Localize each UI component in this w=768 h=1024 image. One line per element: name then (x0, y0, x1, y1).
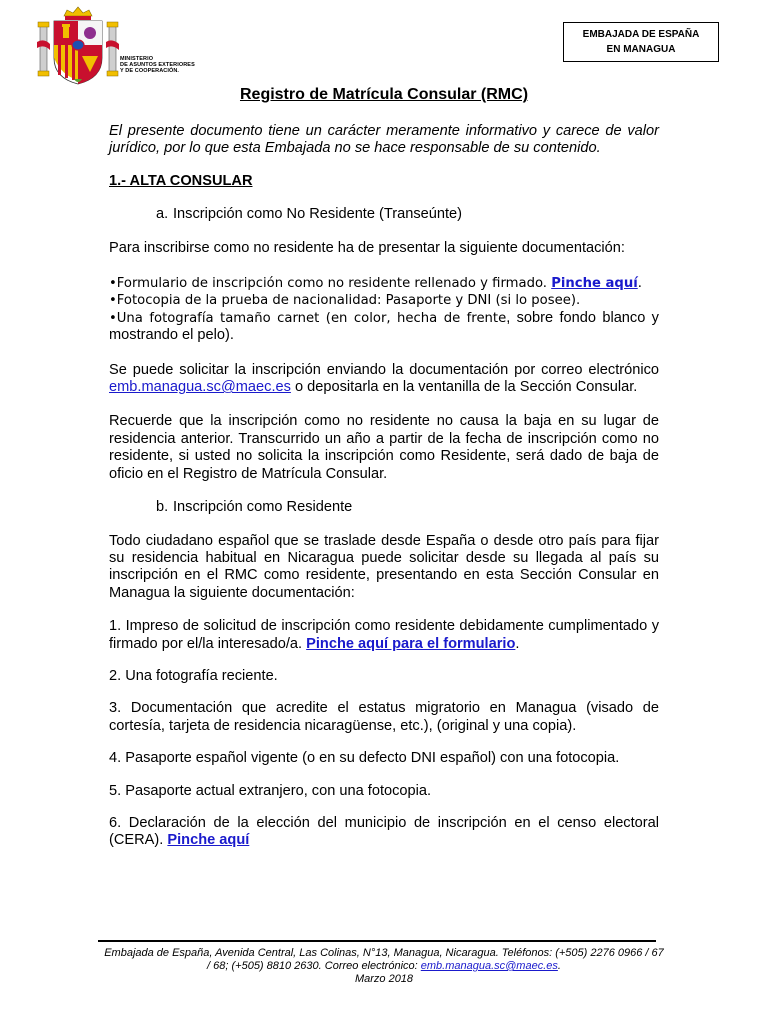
footer-email-link[interactable]: emb.managua.sc@maec.es (420, 960, 558, 972)
form-link[interactable]: Pinche aquí para el formulario (306, 635, 516, 652)
section-heading: 1.- ALTA CONSULAR (109, 172, 253, 189)
list-item: 5. Pasaporte actual extranjero, con una fotocopia. (109, 782, 432, 799)
spain-coat-of-arms-logo (36, 6, 120, 86)
ministry-name (120, 56, 195, 74)
subsection-letter: a. (156, 206, 169, 223)
bullet-item (109, 275, 659, 292)
subsection-letter: b. (156, 499, 169, 516)
list-item: 2. Una fotografía reciente. (109, 667, 278, 684)
footer-contact (104, 947, 664, 973)
footer-date: Marzo 2018 (354, 973, 414, 985)
paragraph-text: o depositarla en la ventanilla de la Sección Consular. (294, 379, 638, 396)
cera-link[interactable]: Pinche aquí (167, 832, 250, 849)
list-item: 3. Documentación que acredite el estatus migratorio en Managua (visado de cortesía, tarjeta de residencia nicaragüense, etc.), (original y una copia). (109, 700, 659, 734)
email-link[interactable]: emb.managua.sc@maec.es (109, 379, 291, 396)
bullet-text: , sobre fondo blanco y mostrando el pelo). (109, 309, 659, 344)
ministry-line: Y DE COOPERACIÓN. (120, 68, 180, 74)
reminder-paragraph: Recuerde que la inscripción como no residente no causa la baja en su lugar de residencia anterior. Transcurrido un año a partir de la fecha de inscripción como no residente, si usted no solicita la inscripción como Residente, será dado de baja de oficio en el Registro de Matrícula Consular. (109, 413, 659, 482)
subsection-title: Inscripción como No Residente (Transeúnte) (173, 206, 463, 223)
bullet-end: . (637, 276, 642, 292)
footer-text-end: . (557, 960, 561, 972)
subsection-title: Inscripción como Residente (173, 499, 353, 516)
documents-intro-paragraph: Para inscribirse como no residente ha de presentar la siguiente documentación: (109, 239, 625, 256)
document-title: Registro de Matrícula Consular (RMC) (239, 86, 529, 103)
list-item (109, 815, 659, 850)
document-body (109, 123, 659, 850)
embassy-box-line: EMBAJADA DE ESPAÑA (582, 29, 700, 40)
email-paragraph (109, 362, 659, 397)
embassy-box-line: EN MANAGUA (606, 44, 676, 55)
ministry-line: MINISTERIO (120, 56, 154, 62)
subsection-a (109, 206, 659, 223)
form-link[interactable]: Pinche aquí (551, 276, 638, 292)
bullet-item (109, 310, 659, 345)
ministry-line: DE ASUNTOS EXTERIORES (120, 62, 195, 68)
list-item (109, 618, 659, 653)
resident-intro-paragraph: Todo ciudadano español que se traslade desde España o desde otro país para fijar su residencia habitual en Nicaragua puede solicitar desde su llegada al país su inscripción en el RMC como residente, presentando en esta Sección Consular en Managua la siguiente documentación: (109, 532, 659, 601)
list-item: 4. Pasaporte español vigente (o en su defecto DNI español) con una fotocopia. (109, 750, 620, 767)
bullet-text: •Una fotografía tamaño carnet (en color, hecha de frente (109, 310, 507, 326)
footer-divider (98, 940, 656, 942)
footer-text: Embajada de España, Avenida Central, Las Colinas, N°13, Managua, Nicaragua. Teléfonos: (+505) 2276 0966 / 67 / 68; (+505) 8810 2630. Correo electrónico: (104, 947, 664, 972)
footer (104, 947, 664, 986)
list-item-text: 1. Impreso de solicitud de inscripción como residente debidamente cumplimentado y firmado por el/la interesado/a. (109, 618, 659, 652)
bullet-text: •Formulario de inscripción como no residente rellenado y firmado. (109, 276, 547, 292)
list-item-text: 6. Declaración de la elección del municipio de inscripción en el censo electoral (CERA). (109, 814, 659, 849)
list-item-end: . (515, 635, 520, 652)
embassy-header-box (563, 22, 719, 62)
disclaimer-paragraph: El presente documento tiene un carácter meramente informativo y carece de valor jurídico, por lo que esta Embajada no se hace responsable de su contenido. (109, 123, 659, 157)
paragraph-text: Se puede solicitar la inscripción enviando la documentación por correo electrónico (109, 361, 659, 378)
bullet-item: •Fotocopia de la prueba de nacionalidad: Pasaporte y DNI (si lo posee). (109, 293, 581, 309)
subsection-b (109, 499, 659, 516)
